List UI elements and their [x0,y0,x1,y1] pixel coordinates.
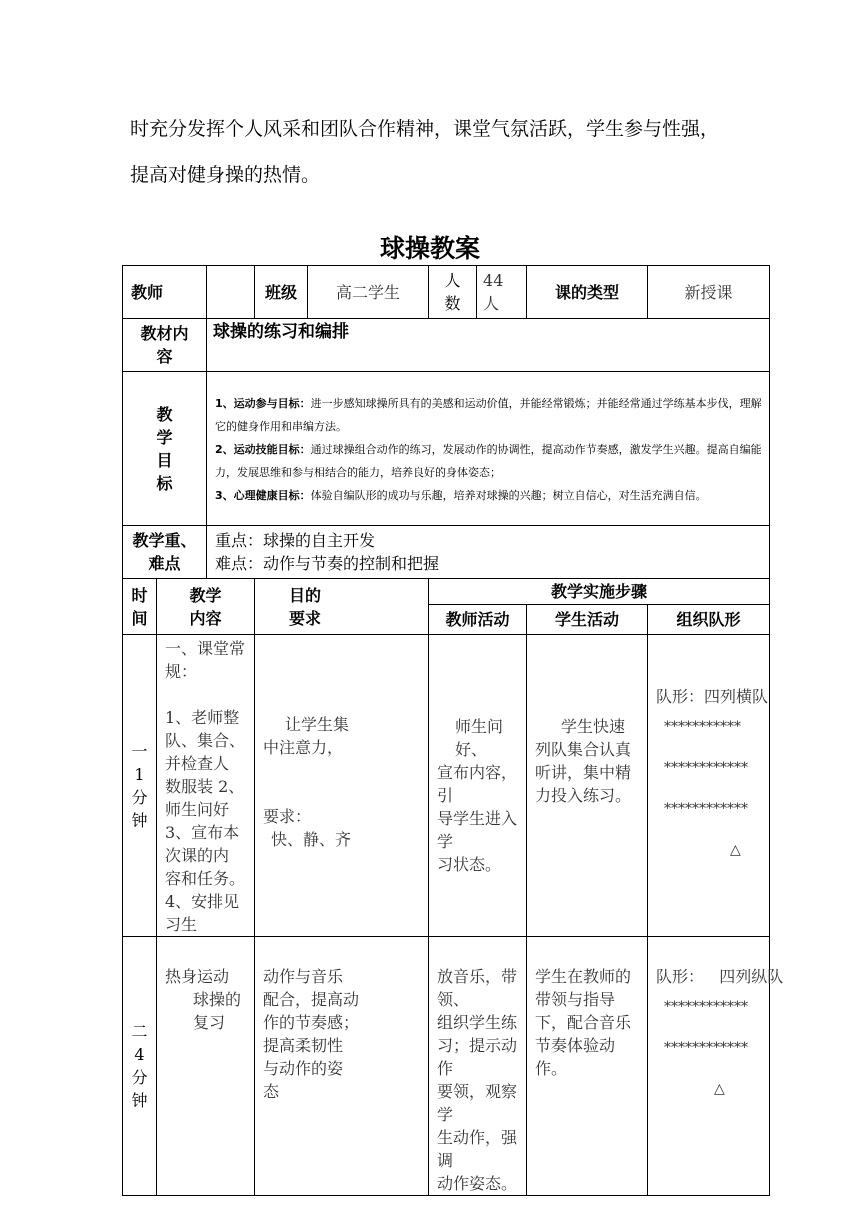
teacher-position-icon: △ [730,842,741,858]
column-header-row [123,579,770,605]
col-formation: 组织队形 [648,605,770,635]
goals-label: 教 学 目 标 [123,372,207,526]
teacher-label: 教师 [123,266,207,319]
count-label: 人 数 [429,266,477,319]
class-value: 高二学生 [308,266,429,319]
header-row [123,266,770,319]
goal-cell: 让学生集 中注意力， 要求： 快、静、齐 [255,635,429,937]
col-student: 学生活动 [527,605,648,635]
goal-item: 3、心理健康目标：体验自编队形的成功与乐趣，培养对球操的兴趣；树立自信心，对生活充满自信。 [215,489,707,502]
time-cell: 二 4 分 钟 [123,937,157,1196]
goal-item: 1、运动参与目标：进一步感知球操所具有的美感和运动价值，并能经常锻炼；并能经常通过学练基本步伐，理解它的健身作用和串编方法。 [215,397,762,433]
col-goal: 目的 要求 [255,579,429,635]
col-content: 教学 内容 [157,579,255,635]
material-row [123,319,770,372]
col-teacher: 教师活动 [429,605,527,635]
material-label: 教材内 容 [123,319,207,372]
key-text [207,526,770,579]
content-cell: 一、课堂常 规： 1、老师整 队、集合、 并检查人 数服装 2、 师生问好 3、宣布本 次课的内 容和任务。 4、安排见 习生 [157,635,255,937]
teacher-activity-cell: 师生问好、 宣布内容，引 导学生进入学 习状态。 [429,635,527,937]
teacher-activity-cell: 放音乐，带领、 组织学生练 习；提示动作 要领，观察学 生动作，强调 动作姿态。 [429,937,527,1196]
intro-paragraph [130,106,770,198]
teacher-position-icon: △ [714,1081,725,1097]
formation-cell: 队形：四列横队 *********** ************ ************ △ [648,635,770,937]
table-row [123,635,770,937]
col-steps: 教学实施步骤 [429,579,770,605]
time-cell: 一 1 分 钟 [123,635,157,937]
key-row [123,526,770,579]
class-label: 班级 [255,266,308,319]
student-activity-cell: 学生在教师的 带领与指导 下，配合音乐 节奏体验动 作。 [527,937,648,1196]
lesson-plan-table [122,265,784,1196]
count-value: 44 人 [477,266,527,319]
type-label: 课的类型 [527,266,648,319]
goals-row [123,372,770,526]
difficulty-point: 难点：动作与节奏的控制和把握 [215,554,440,573]
goal-item: 2、运动技能目标：通过球操组合动作的练习，发展动作的协调性，提高动作节奏感，激发学生兴趣。提高自编能力，发展思维和参与相结合的能力，培养良好的身体姿态； [215,443,762,479]
key-label: 教学重、 难点 [123,526,207,579]
intro-line: 提高对健身操的热情。 [130,164,321,186]
content-cell: 热身运动 球操的 复习 [157,937,255,1196]
teacher-value [207,266,255,319]
type-value: 新授课 [648,266,770,319]
page-title: 球操教案 [379,234,480,263]
intro-line: 时充分发挥个人风采和团队合作精神，课堂气氛活跃，学生参与性强， [130,118,720,140]
focus-point: 重点：球操的自主开发 [215,531,376,550]
goals-text [207,372,770,526]
formation-cell: 队形： 四列纵队 ************ ************ △ [648,937,770,1196]
student-activity-cell: 学生快速 列队集合认真 听讲，集中精 力投入练习。 [527,635,648,937]
goal-cell: 动作与音乐 配合，提高动 作的节奏感； 提高柔韧性 与动作的姿 态 [255,937,429,1196]
material-value: 球操的练习和编排 [207,319,770,372]
col-time: 时 间 [123,579,157,635]
table-row [123,937,770,1196]
